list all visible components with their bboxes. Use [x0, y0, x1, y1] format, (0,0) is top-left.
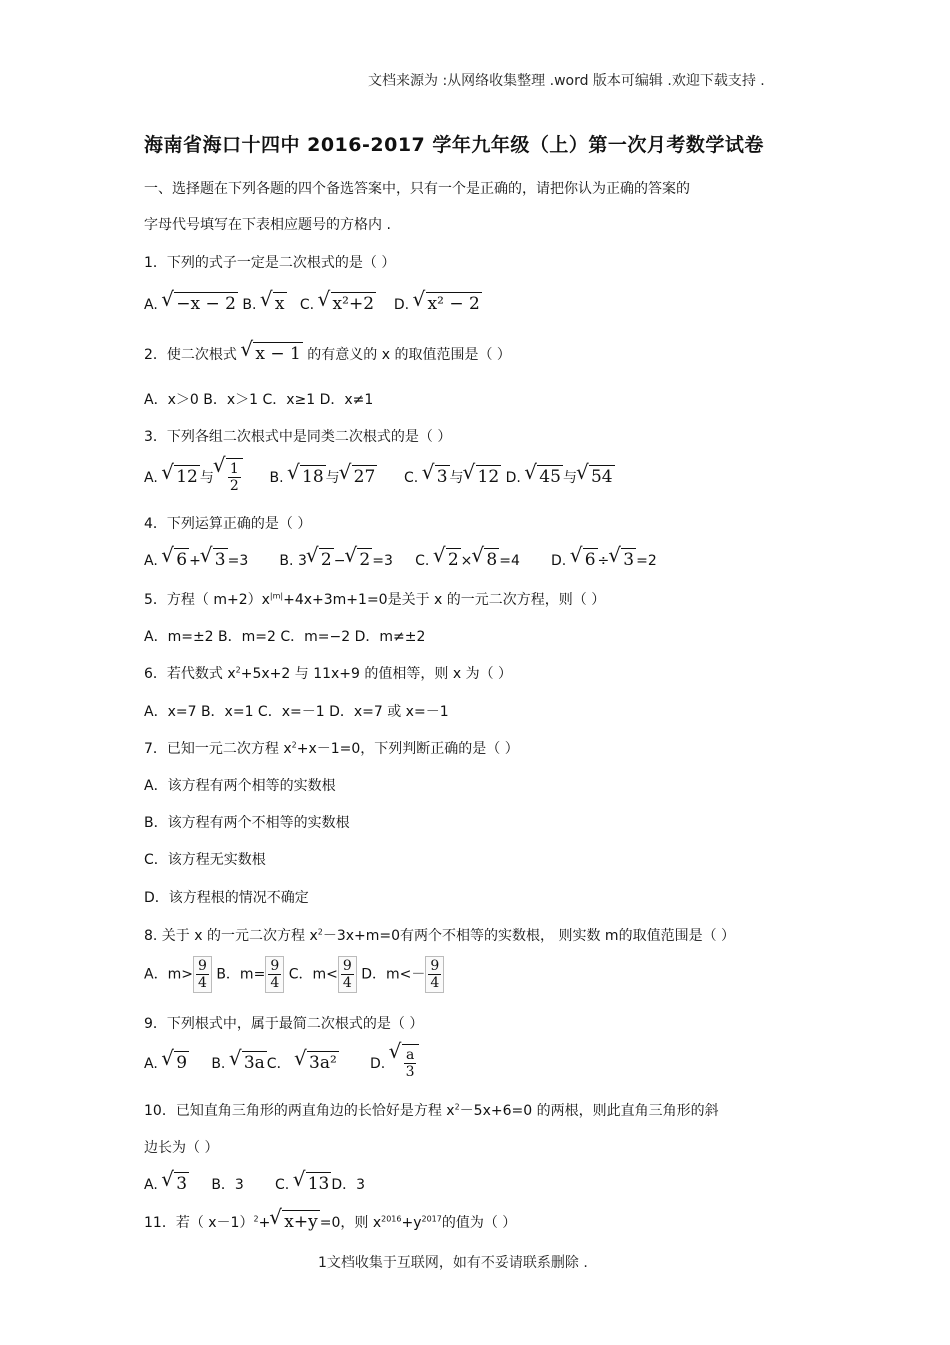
exponent: 2 [454, 1102, 460, 1112]
question-3-options [144, 458, 615, 504]
option-b-label: B. [279, 553, 294, 569]
question-3-stem: 3．下列各组二次根式中是同类二次根式的是（ ） [144, 429, 452, 445]
radical-expression: √ 2 [434, 548, 461, 569]
operator: × [460, 553, 473, 569]
question-8-options [144, 956, 444, 993]
question-5-options: A．m=±2 B．m=2 C．m=−2 D．m≠±2 [144, 629, 426, 645]
operator: + [189, 553, 201, 569]
question-10-stem-line-2: 边长为（ ） [144, 1140, 219, 1156]
stem-text: －3x+m=0有两个不相等的实数根， 则实数 m的取值范围是（ ） [322, 928, 736, 944]
option-d-label: D．m<－ [361, 966, 426, 983]
radical-expression: √ x²+2 [319, 292, 376, 313]
stem-text: +4x+3m+1=0是关于 x 的一元二次方程，则（ ） [283, 592, 606, 608]
radical-expression: √ 2 [345, 548, 372, 569]
option-a-label: A. [144, 553, 158, 569]
question-9-options [144, 1044, 419, 1088]
fraction: $\frac{9}{4}$ [425, 956, 444, 993]
option-a-label: A. [144, 470, 158, 486]
fraction: $\frac{9}{4}$ [265, 956, 284, 993]
exponent: 2017 [421, 1214, 442, 1224]
radical-expression: √ 3a² [295, 1051, 339, 1072]
question-10-stem [144, 1100, 719, 1120]
option-b-text: B．3 [211, 1177, 244, 1193]
stem-text: 10．已知直角三角形的两直角边的长恰好是方程 x [144, 1103, 455, 1119]
result-text: =4 [499, 553, 520, 569]
question-9-stem: 9．下列根式中，属于最简二次根式的是（ ） [144, 1016, 424, 1032]
option-a-label: A. [144, 297, 158, 313]
option-d-label: D. [369, 1056, 386, 1072]
stem-text: 7．已知一元二次方程 x [144, 741, 292, 757]
radical-expression: √ 12 [162, 465, 200, 486]
stem-text: 的值为（ ） [441, 1215, 517, 1231]
radical-expression: √ 6 [571, 548, 598, 569]
radical-expression: √ 8 [472, 548, 499, 569]
stem-text: 5．方程（ m+2）x [144, 592, 270, 608]
radical-expression: √ x − 1 [241, 342, 302, 363]
option-b-label: B．m= [216, 966, 266, 983]
option-c-label: C． [266, 1056, 291, 1072]
stem-text: 8. 关于 x 的一元二次方程 x [144, 928, 318, 944]
question-1-options [144, 292, 482, 313]
exponent: 2 [291, 740, 297, 750]
option-b-label: B. [211, 1056, 226, 1072]
question-7-option-c: C．该方程无实数根 [144, 852, 266, 868]
question-7-stem [144, 738, 519, 758]
result-text: =2 [636, 553, 657, 569]
page-header: 文档来源为 :从网络收集整理 .word 版本可编辑 .欢迎下载支持 . [368, 73, 765, 89]
section-intro-line-1: 一、选择题在下列各题的四个备选答案中，只有一个是正确的，请把你认为正确的答案的 [144, 181, 690, 197]
page-title: 海南省海口十四中 2016-2017 学年九年级（上）第一次月考数学试卷 [144, 134, 764, 156]
radical-expression: √ 3a [230, 1051, 267, 1072]
stem-text: +5x+2 与 11x+9 的值相等，则 x 为（ ） [240, 666, 513, 682]
operator: − [333, 553, 346, 569]
stem-text: +x－1=0，下列判断正确的是（ ） [296, 741, 519, 757]
option-c-label: C. [415, 553, 430, 569]
exponent: |m| [269, 591, 284, 601]
section-intro-line-2: 字母代号填写在下表相应题号的方格内 . [144, 217, 391, 233]
radical-expression: √ 27 [340, 465, 378, 486]
question-6-stem [144, 663, 512, 683]
radical-expression: √ x² − 2 [414, 292, 482, 313]
option-a-label: A. [144, 1056, 158, 1072]
radical-expression: √ 3 [423, 465, 450, 486]
stem-text: +y [401, 1215, 422, 1231]
stem-text: 的有意义的 x 的取值范围是（ ） [307, 347, 511, 363]
option-a-label: A．m> [144, 966, 193, 983]
result-text: =3 [227, 553, 249, 569]
stem-text: －5x+6=0 的两根，则此直角三角形的斜 [459, 1103, 719, 1119]
option-a-label: A. [144, 1177, 158, 1193]
result-text: =3 [372, 553, 393, 569]
option-d-label: D. [505, 470, 521, 486]
radical-expression: √ 45 [525, 465, 563, 486]
question-4-options [144, 548, 657, 569]
operator: ÷ [597, 553, 610, 569]
coefficient: 3 [297, 553, 307, 569]
radical-expression: √ 13 [294, 1172, 332, 1193]
exponent: 2 [317, 927, 323, 937]
option-b-label: B. [242, 297, 257, 313]
question-4-stem: 4．下列运算正确的是（ ） [144, 516, 312, 532]
radical-expression: √ 6 [162, 548, 189, 569]
conjunction-text: 与 [325, 470, 340, 486]
radical-expression: √ 54 [577, 465, 615, 486]
radical-expression: √ −x − 2 [162, 292, 238, 313]
radical-expression: √ x+y [270, 1210, 319, 1231]
stem-text: 2．使二次根式 [144, 347, 237, 363]
option-c-label: C．m< [288, 966, 338, 983]
question-2-options: A．x＞0 B．x＞1 C．x≥1 D．x≠1 [144, 392, 374, 408]
fraction: $\frac{9}{4}$ [338, 956, 357, 993]
question-7-option-d: D．该方程根的情况不确定 [144, 890, 309, 906]
fraction: $\frac{9}{4}$ [193, 956, 212, 993]
radical-expression: √ 3 [609, 548, 636, 569]
option-d-label: D. [551, 553, 567, 569]
radical-expression: √ 18 [288, 465, 326, 486]
question-7-option-a: A．该方程有两个相等的实数根 [144, 778, 336, 794]
question-8-stem [144, 925, 735, 945]
page-footer: 1文档收集于互联网，如有不妥请联系删除 . [318, 1255, 588, 1271]
conjunction-text: 与 [199, 470, 214, 486]
radical-expression: √ 12 [464, 465, 502, 486]
radical-expression: √ x [261, 292, 287, 313]
radical-expression: √ 9 [162, 1051, 189, 1072]
option-c-label: C. [404, 470, 419, 486]
stem-text: 6．若代数式 x [144, 666, 236, 682]
stem-text: =0，则 x [319, 1215, 382, 1231]
option-d-label: D. [393, 297, 410, 313]
question-11-stem: 11．若（ x－1）$^2$+√ x+y =0，则 $x^{2016}+y^{2017}$的值为（ ） [144, 1210, 516, 1232]
question-7-option-b: B．该方程有两个不相等的实数根 [144, 815, 350, 831]
option-d-text: D．3 [331, 1177, 366, 1193]
stem-text: 11．若（ x－1） [144, 1215, 254, 1231]
radical-fraction: √ $\frac{1}{2}$ [214, 458, 243, 494]
question-5-stem [144, 589, 605, 609]
question-2-stem [144, 342, 511, 364]
exponent: 2016 [381, 1214, 402, 1224]
option-c-label: C. [299, 297, 315, 313]
exponent: 2 [235, 665, 241, 675]
conjunction-text: 与 [562, 470, 577, 486]
question-6-options: A．x=7 B．x=1 C．x=－1 D．x=7 或 x=－1 [144, 704, 449, 720]
radical-expression: √ 3 [162, 1172, 189, 1193]
exponent: 2 [253, 1214, 259, 1224]
question-1-stem: 1．下列的式子一定是二次根式的是（ ） [144, 255, 396, 271]
radical-expression: √ 3 [201, 548, 228, 569]
radical-expression: √ 2 [307, 548, 334, 569]
option-b-label: B. [269, 470, 284, 486]
conjunction-text: 与 [449, 470, 464, 486]
radical-fraction: √ $\frac{a}{3}$ [390, 1044, 419, 1080]
option-c-label: C. [275, 1177, 290, 1193]
question-10-options [144, 1172, 365, 1194]
